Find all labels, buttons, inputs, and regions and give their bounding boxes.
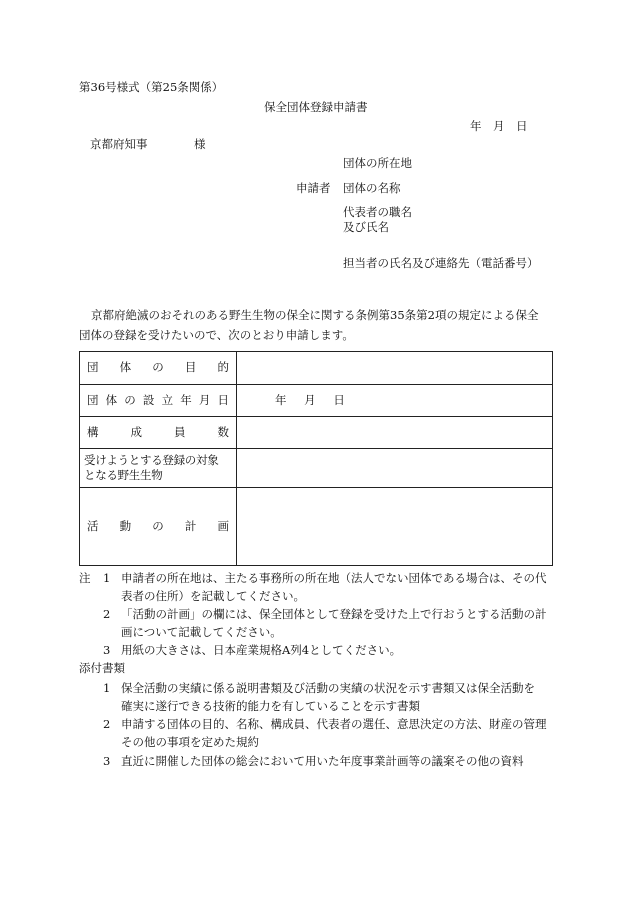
note-1-line1: 申請者の所在地は、主たる事務所の所在地（法人でない団体である場合は、その代 (121, 571, 547, 585)
honorific: 様 (194, 137, 206, 151)
label-char: の (152, 360, 164, 375)
intro-line1: 京都府絶滅のおそれのある野生生物の保全に関する条例第35条第2項の規定による保全 (91, 308, 539, 322)
label-char: 体 (105, 392, 118, 407)
label-char: 計 (184, 518, 197, 533)
value-purpose[interactable] (237, 352, 553, 385)
attachment-1-line2: 確実に遂行できる技術的能力を有していることを示す書類 (121, 699, 420, 713)
rep-title-line1: 代表者の職名 (343, 205, 412, 219)
attachment-1-line1: 保全活動の実績に係る説明書類及び活動の実績の状況を示す書類又は保全活動を (121, 681, 535, 695)
date-month-label: 月 (304, 392, 316, 407)
rep-title-line2: 及び氏名 (343, 220, 389, 234)
label-char: の (124, 392, 136, 407)
form-number: 第36号様式（第25条関係） (79, 80, 224, 94)
label-char: 立 (161, 392, 174, 407)
label-char: 構 (87, 424, 99, 439)
attachment-1-number: 1 (103, 681, 111, 695)
contact-person: 担当者の氏名及び連絡先（電話番号） (343, 256, 539, 270)
label-plan (80, 488, 237, 566)
note-3-line1: 用紙の大きさは、日本産業規格A列4としてください。 (121, 643, 402, 657)
row-founded (80, 385, 553, 417)
date-line: 年 月 日 (470, 119, 528, 133)
label-founded (80, 385, 237, 417)
label-char: 動 (119, 518, 132, 533)
label-char: 日 (217, 392, 229, 407)
note-2-number: 2 (103, 607, 111, 621)
label-char: 活 (87, 518, 99, 533)
applicant-address: 団体の所在地 (343, 156, 412, 170)
attachment-3-number: 3 (103, 754, 111, 768)
note-3-number: 3 (103, 643, 111, 657)
label-char: 的 (217, 360, 229, 375)
note-1-number: 1 (103, 571, 111, 585)
label-char: 団 (87, 360, 99, 375)
attachments-heading: 添付書類 (79, 661, 125, 675)
note-1-line2: 表者の住所）を記載してください。 (121, 589, 305, 603)
row-target-species (80, 449, 553, 488)
label-char: 体 (119, 360, 132, 375)
attachment-2-line2: その他の事項を定めた規約 (121, 735, 259, 749)
notes-mark: 注 (79, 571, 91, 585)
row-members (80, 417, 553, 449)
value-members[interactable] (237, 417, 553, 449)
label-target-species (80, 449, 237, 488)
row-plan (80, 488, 553, 566)
value-plan[interactable] (237, 488, 553, 566)
value-founded[interactable] (237, 385, 553, 417)
attachment-2-number: 2 (103, 717, 111, 731)
date-day-label: 日 (333, 392, 345, 407)
target-line2: となる野生生物 (84, 468, 163, 482)
attachment-2-line1: 申請する団体の目的、名称、構成員、代表者の選任、意思決定の方法、財産の管理 (121, 717, 547, 731)
addressee: 京都府知事 (90, 137, 148, 151)
label-char: 画 (217, 518, 229, 533)
applicant-label: 申請者 (296, 181, 331, 195)
label-char: 目 (184, 360, 197, 375)
note-2-line2: 画について記載してください。 (121, 625, 282, 639)
date-year-label: 年 (275, 392, 287, 407)
label-char: 設 (142, 392, 155, 407)
label-purpose (80, 352, 237, 385)
label-char: 員 (174, 424, 186, 439)
application-table (79, 351, 553, 566)
applicant-name: 団体の名称 (343, 181, 401, 195)
value-target-species[interactable] (237, 449, 553, 488)
document-title: 保全団体登録申請書 (264, 100, 368, 114)
label-char: 団 (87, 392, 99, 407)
label-char: 数 (217, 424, 229, 439)
intro-line2: 団体の登録を受けたいので、次のとおり申請します。 (79, 328, 354, 342)
target-line1: 受けようとする登録の対象 (84, 453, 219, 467)
attachment-3-line1: 直近に開催した団体の総会において用いた年度事業計画等の議案その他の資料 (121, 754, 524, 768)
label-char: 月 (198, 392, 211, 407)
note-2-line1: 「活動の計画」の欄には、保全団体として登録を受けた上で行おうとする活動の計 (121, 607, 547, 621)
label-members (80, 417, 237, 449)
label-char: 年 (180, 392, 192, 407)
label-char: 成 (130, 424, 142, 439)
row-purpose (80, 352, 553, 385)
label-char: の (152, 518, 164, 533)
